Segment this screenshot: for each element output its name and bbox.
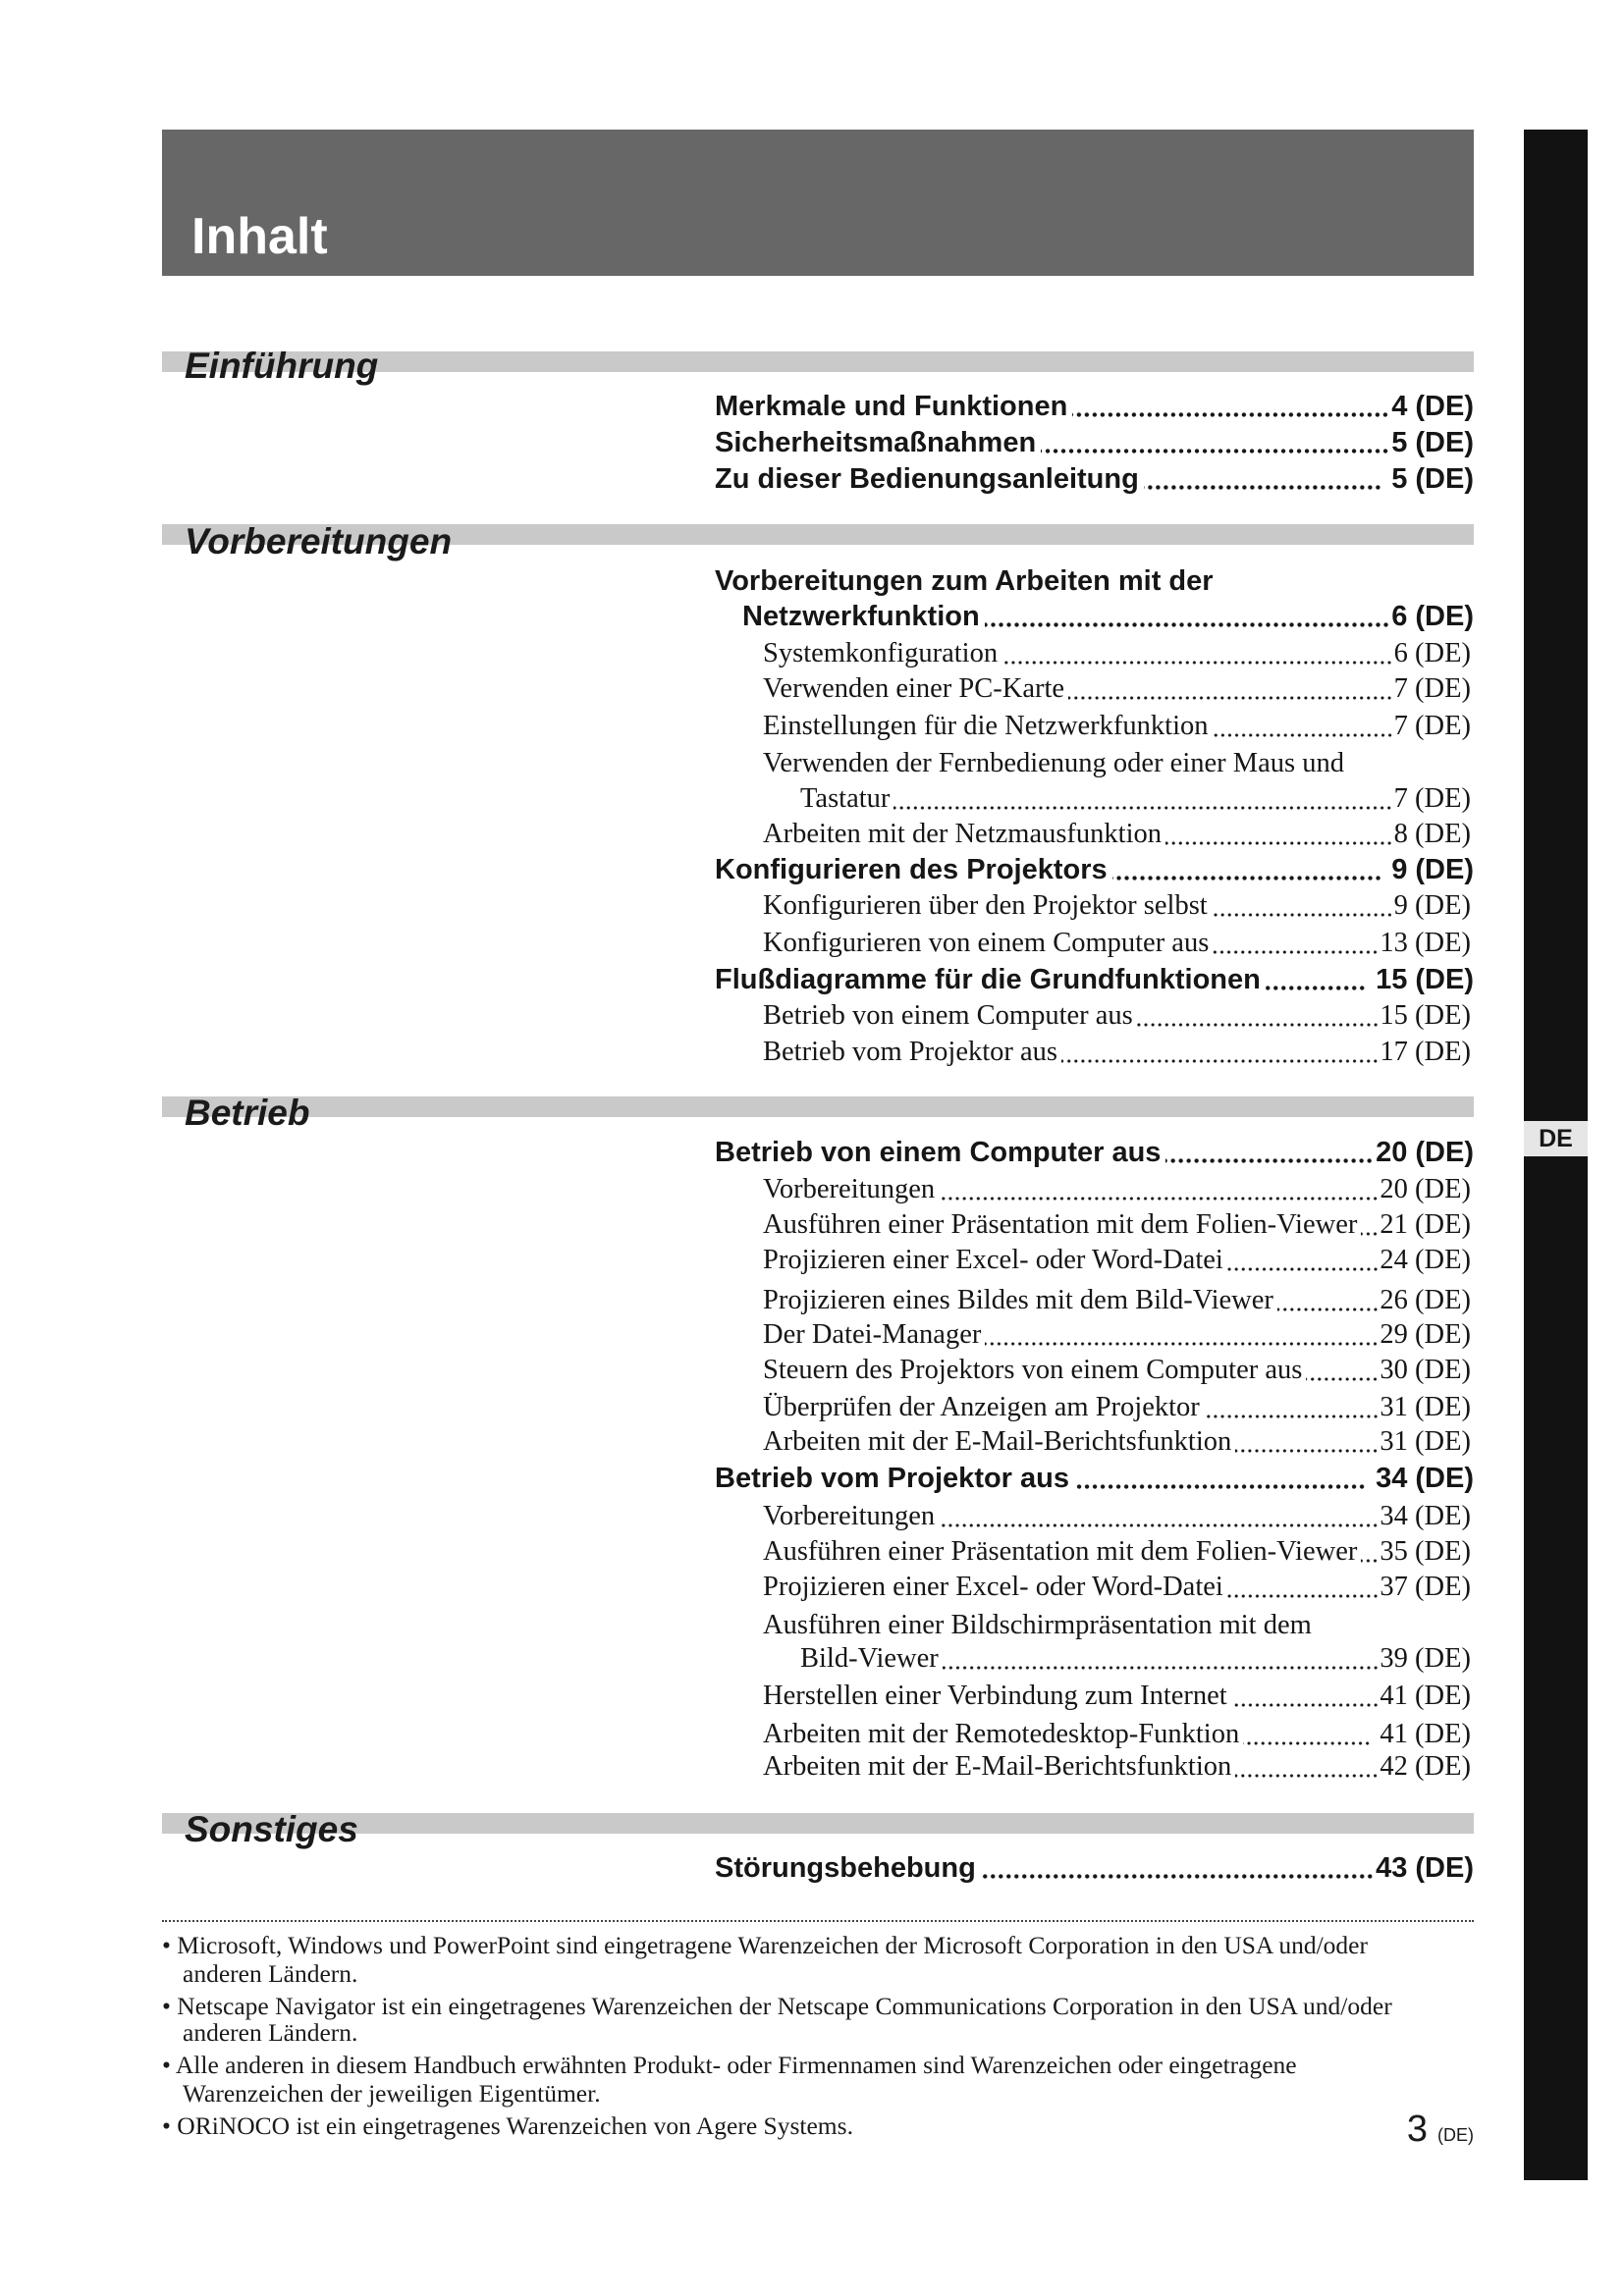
toc-entry-page: 5 (DE): [1391, 463, 1474, 495]
toc-subentry: [763, 1357, 1471, 1385]
section-heading: Vorbereitungen: [185, 521, 453, 561]
page-number-suffix: (DE): [1437, 2125, 1474, 2145]
toc-subentry-page: 13 (DE): [1380, 928, 1471, 958]
toc-subentry-page: 42 (DE): [1380, 1751, 1471, 1782]
toc-subentry-page: 17 (DE): [1380, 1037, 1471, 1067]
toc-entry: [715, 393, 1474, 421]
toc-entry-page: 6 (DE): [1391, 601, 1474, 632]
toc-entry-page: 9 (DE): [1391, 854, 1474, 885]
toc-subentry: [763, 821, 1471, 849]
toc-subentry-page: 37 (DE): [1380, 1572, 1471, 1602]
dot-leader: [1227, 1574, 1380, 1602]
toc-entry: [715, 465, 1474, 494]
toc-subentry: [763, 640, 1471, 668]
toc-subentry-title: Bild-Viewer: [800, 1643, 939, 1674]
dot-leader: [1227, 1247, 1380, 1275]
toc-subentry: [763, 1721, 1471, 1749]
dot-leader: [1213, 930, 1379, 958]
dot-leader: [1306, 1357, 1379, 1385]
toc-subentry-page: 7 (DE): [1393, 711, 1471, 741]
dot-leader: [1204, 1394, 1380, 1422]
dot-leader: [1144, 465, 1381, 494]
page-number-value: 3: [1406, 2109, 1428, 2150]
toc-subentry-page: 15 (DE): [1380, 1000, 1471, 1031]
toc-subentry-title: Betrieb von einem Computer aus: [763, 1000, 1133, 1031]
dot-leader: [1243, 1721, 1371, 1749]
toc-entry: [715, 1854, 1474, 1883]
toc-entry-title: Vorbereitungen zum Arbeiten mit der: [715, 565, 1214, 597]
header-bar: [162, 130, 1474, 276]
toc-subentry: [763, 675, 1471, 704]
footnote-line: • Microsoft, Windows und PowerPoint sind eingetragene Warenzeichen der Microsoft Corporation in den USA und/oder: [162, 1931, 1368, 1959]
toc-entry-page: 15 (DE): [1376, 964, 1474, 995]
toc-subentry-page: 35 (DE): [1380, 1536, 1471, 1567]
toc-subentry: [763, 930, 1471, 958]
language-tab: DE: [1524, 1121, 1588, 1156]
toc-subentry: [763, 1211, 1471, 1240]
dot-leader: [1361, 1211, 1379, 1240]
toc-subentry-page: 34 (DE): [1380, 1501, 1471, 1531]
toc-subentry-title-line: [763, 1612, 1471, 1640]
toc-subentry-title: Einstellungen für die Netzwerkfunktion: [763, 711, 1209, 741]
dot-leader: [1235, 1428, 1379, 1457]
toc-subentry-title: Arbeiten mit der E-Mail-Berichtsfunktion: [763, 1751, 1232, 1782]
footnote-line: anderen Ländern.: [183, 1959, 358, 1988]
dot-leader: [1231, 1682, 1380, 1711]
toc-entry-title-line: [715, 567, 1474, 596]
section-heading: Sonstiges: [185, 1809, 358, 1849]
footnote-line: Warenzeichen der jeweiligen Eigentümer.: [183, 2079, 601, 2108]
dot-leader: [943, 1645, 1380, 1674]
dot-leader: [1068, 675, 1393, 704]
dot-leader: [1165, 821, 1393, 849]
page-title: Inhalt: [191, 208, 328, 265]
toc-subentry-page: 20 (DE): [1380, 1174, 1471, 1204]
toc-entry: [715, 429, 1474, 457]
footnote-line: • Alle anderen in diesem Handbuch erwähnten Produkt- oder Firmennamen sind Warenzeichen oder eingetragene: [162, 2051, 1297, 2079]
dot-leader: [985, 603, 1390, 631]
footnote-line: anderen Ländern.: [183, 2018, 358, 2047]
toc-subentry: [763, 1321, 1471, 1350]
dot-leader: [981, 1854, 1374, 1883]
toc-subentry-title: Konfigurieren über den Projektor selbst: [763, 890, 1208, 921]
toc-entry-title: Flußdiagramme für die Grundfunktionen: [715, 964, 1261, 995]
toc-subentry-title: Ausführen einer Präsentation mit dem Folien-Viewer: [763, 1209, 1358, 1240]
toc-entry-title: Merkmale und Funktionen: [715, 391, 1068, 422]
toc-subentry-page: 7 (DE): [1393, 673, 1471, 704]
toc-subentry-title: Vorbereitungen: [763, 1174, 936, 1204]
dot-leader: [1212, 892, 1393, 921]
toc-subentry-page: 31 (DE): [1380, 1426, 1471, 1457]
toc-subentry: [763, 892, 1471, 921]
toc-entry: [715, 966, 1474, 994]
dot-leader: [1165, 1139, 1374, 1167]
toc-subentry: [800, 785, 1471, 814]
footnote-line: • ORiNOCO ist ein eingetragenes Warenzeichen von Agere Systems.: [162, 2111, 853, 2140]
dot-leader: [893, 785, 1392, 814]
toc-entry-title: Betrieb von einem Computer aus: [715, 1137, 1162, 1168]
toc-entry: [742, 603, 1474, 631]
toc-subentry: [763, 1039, 1471, 1067]
section-heading: Einführung: [185, 346, 379, 386]
toc-entry: [715, 856, 1474, 884]
toc-subentry: [763, 1394, 1471, 1422]
toc-entry: [715, 1465, 1474, 1493]
dot-leader: [1041, 429, 1389, 457]
toc-subentry-title: Projizieren einer Excel- oder Word-Datei: [763, 1572, 1223, 1602]
toc-subentry-page: 30 (DE): [1380, 1355, 1471, 1385]
toc-subentry-title-line: [763, 750, 1471, 778]
toc-subentry: [800, 1645, 1471, 1674]
toc-subentry-title: Projizieren eines Bildes mit dem Bild-Viewer: [763, 1285, 1273, 1315]
toc-subentry-title: Der Datei-Manager: [763, 1319, 982, 1350]
dot-leader: [1213, 713, 1393, 741]
toc-subentry-page: 9 (DE): [1393, 890, 1471, 921]
footnote-line: • Netscape Navigator ist ein eingetragenes Warenzeichen der Netscape Communications Corporation in den USA und/oder: [162, 1992, 1392, 2020]
dot-leader: [985, 1321, 1379, 1350]
toc-entry-title: Konfigurieren des Projektors: [715, 854, 1108, 885]
toc-subentry: [763, 1682, 1471, 1711]
toc-entry-page: 20 (DE): [1376, 1137, 1474, 1168]
toc-subentry-page: 21 (DE): [1380, 1209, 1471, 1240]
dotted-separator: [162, 1920, 1474, 1922]
dot-leader: [939, 1503, 1379, 1531]
dot-leader: [1072, 393, 1389, 421]
page-number: [1407, 2110, 1474, 2148]
dot-leader: [1074, 1465, 1366, 1493]
toc-entry-page: 43 (DE): [1376, 1852, 1474, 1884]
toc-subentry-page: 41 (DE): [1380, 1681, 1471, 1711]
toc-subentry: [763, 1753, 1471, 1782]
toc-subentry-title: Projizieren einer Excel- oder Word-Datei: [763, 1245, 1223, 1275]
toc-subentry-page: 29 (DE): [1380, 1319, 1471, 1350]
toc-entry: [715, 1139, 1474, 1167]
toc-subentry: [763, 1176, 1471, 1204]
toc-subentry-page: 41 (DE): [1380, 1719, 1471, 1749]
toc-subentry-title: Herstellen einer Verbindung zum Internet: [763, 1681, 1227, 1711]
toc-subentry-title: Konfigurieren von einem Computer aus: [763, 928, 1210, 958]
toc-subentry-title: Tastatur: [800, 783, 891, 814]
toc-entry-page: 4 (DE): [1391, 391, 1474, 422]
toc-subentry: [763, 1574, 1471, 1602]
toc-subentry-title: Überprüfen der Anzeigen am Projektor: [763, 1392, 1200, 1422]
section-bar: [162, 1096, 1474, 1117]
toc-subentry-page: 6 (DE): [1393, 638, 1471, 668]
toc-subentry-page: 8 (DE): [1393, 819, 1471, 849]
toc-subentry-title: Verwenden einer PC-Karte: [763, 673, 1065, 704]
dot-leader: [1235, 1753, 1379, 1782]
toc-subentry-page: 31 (DE): [1380, 1392, 1471, 1422]
toc-subentry-title: Ausführen einer Bildschirmpräsentation mit dem: [763, 1610, 1312, 1640]
toc-subentry-page: 39 (DE): [1380, 1643, 1471, 1674]
toc-subentry-title: Vorbereitungen: [763, 1501, 936, 1531]
toc-subentry-title: Arbeiten mit der E-Mail-Berichtsfunktion: [763, 1426, 1232, 1457]
toc-subentry-title: Arbeiten mit der Remotedesktop-Funktion: [763, 1719, 1240, 1749]
dot-leader: [1001, 640, 1393, 668]
toc-subentry-title: Betrieb vom Projektor aus: [763, 1037, 1057, 1067]
toc-subentry: [763, 1428, 1471, 1457]
toc-entry-title: Störungsbehebung: [715, 1852, 976, 1884]
toc-subentry-title: Verwenden der Fernbedienung oder einer Maus und: [763, 748, 1344, 778]
toc-subentry: [763, 1503, 1471, 1531]
toc-entry-title: Betrieb vom Projektor aus: [715, 1463, 1069, 1494]
section-heading: Betrieb: [185, 1093, 310, 1133]
dot-leader: [1137, 1002, 1380, 1031]
toc-entry-title: Zu dieser Bedienungsanleitung: [715, 463, 1139, 495]
dot-leader: [939, 1176, 1379, 1204]
toc-subentry-title: Steuern des Projektors von einem Computer aus: [763, 1355, 1303, 1385]
toc-subentry-title: Arbeiten mit der Netzmausfunktion: [763, 819, 1163, 849]
toc-subentry-title: Systemkonfiguration: [763, 638, 999, 668]
section-bar: [162, 1813, 1474, 1834]
toc-subentry: [763, 1538, 1471, 1567]
toc-entry-title: Sicherheitsmaßnahmen: [715, 427, 1037, 458]
dot-leader: [1361, 1538, 1379, 1567]
toc-subentry-page: 24 (DE): [1380, 1245, 1471, 1275]
dot-leader: [1277, 1287, 1380, 1315]
toc-subentry: [763, 713, 1471, 741]
toc-subentry-page: 26 (DE): [1380, 1285, 1471, 1315]
toc-subentry-page: 7 (DE): [1393, 783, 1471, 814]
toc-entry-page: 5 (DE): [1391, 427, 1474, 458]
toc-entry-page: 34 (DE): [1376, 1463, 1474, 1494]
dot-leader: [1061, 1039, 1379, 1067]
dot-leader: [1266, 966, 1366, 994]
dot-leader: [1112, 856, 1382, 884]
toc-subentry: [763, 1287, 1471, 1315]
toc-subentry: [763, 1247, 1471, 1275]
toc-subentry-title: Ausführen einer Präsentation mit dem Folien-Viewer: [763, 1536, 1358, 1567]
toc-subentry: [763, 1002, 1471, 1031]
toc-entry-title: Netzwerkfunktion: [742, 601, 980, 632]
